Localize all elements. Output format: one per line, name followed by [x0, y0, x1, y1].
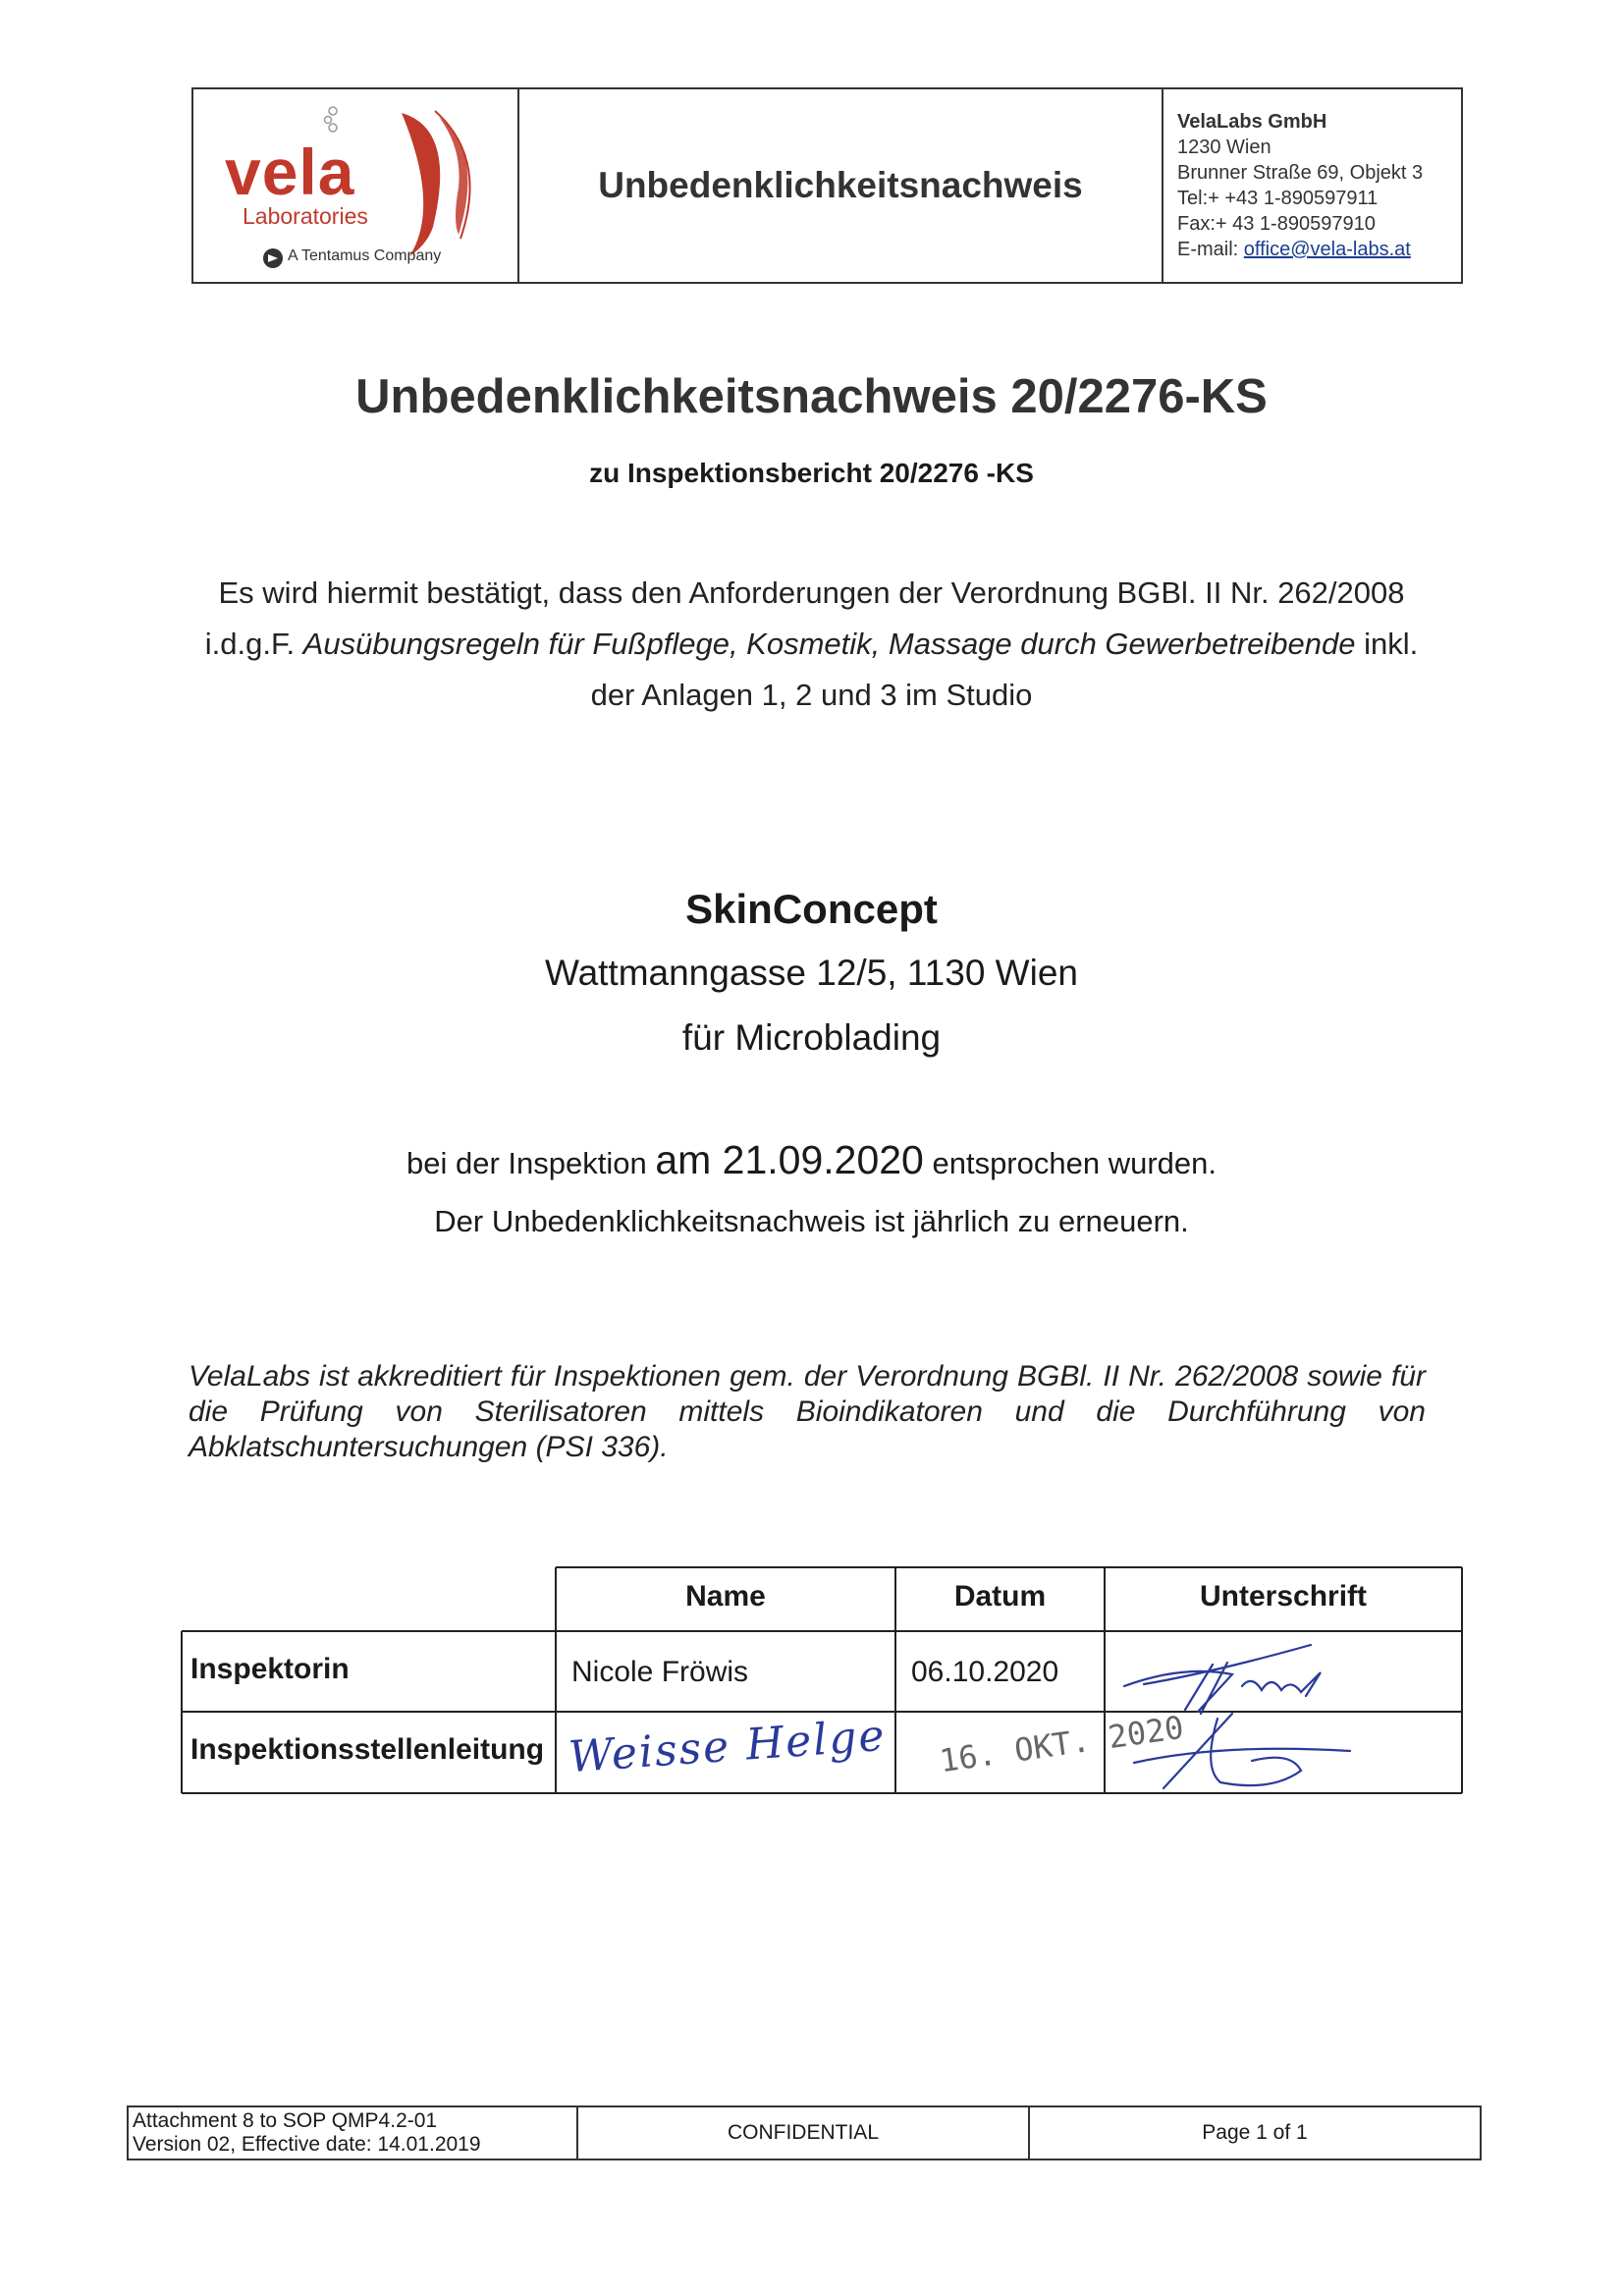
- company-street: Brunner Straße 69, Objekt 3: [1177, 162, 1424, 184]
- lead-handwritten-name: Weisse Helge: [567, 1710, 889, 1783]
- lead-signature-icon: [1134, 1714, 1350, 1788]
- header-signature: Unterschrift: [1199, 1580, 1368, 1613]
- document-footer: [127, 2105, 1482, 2160]
- inspection-statement: [0, 1137, 1623, 1183]
- company-logo: [193, 89, 519, 282]
- confirmation-line-2: [0, 627, 1623, 662]
- company-name: VelaLabs GmbH: [1177, 111, 1327, 133]
- inspection-date: am 21.09.2020: [655, 1137, 924, 1182]
- logo-subtitle: Laboratories: [243, 203, 368, 229]
- line2-suffix: inkl.: [1355, 627, 1419, 661]
- footer-attachment-cell: [129, 2107, 578, 2159]
- role-inspector: Inspektorin: [190, 1653, 350, 1685]
- footer-attachment: Attachment 8 to SOP QMP4.2-01: [133, 2109, 438, 2132]
- page-subtitle: zu Inspektionsbericht 20/2276 -KS: [589, 458, 1034, 488]
- document-header: [191, 87, 1463, 284]
- company-address-block: [1163, 89, 1461, 282]
- signature-table: [181, 1566, 1463, 1794]
- header-doc-title: Unbedenklichkeitsnachweis: [598, 165, 1083, 205]
- company-email-line: [1177, 237, 1461, 262]
- page-title: Unbedenklichkeitsnachweis 20/2276-KS: [355, 370, 1268, 423]
- footer-classification: CONFIDENTIAL: [578, 2107, 1030, 2159]
- header-date: Datum: [953, 1580, 1047, 1613]
- company-city: 1230 Wien: [1177, 137, 1271, 158]
- renewal-note: Der Unbedenklichkeitsnachweis ist jährlich zu erneuern.: [434, 1204, 1189, 1238]
- logo-wordmark: vela: [225, 136, 355, 208]
- regulation-title: Ausübungsregeln für Fußpflege, Kosmetik, Massage durch Gewerbetreibende: [302, 627, 1356, 661]
- studio-purpose: für Microblading: [681, 1017, 942, 1058]
- header-name: Name: [685, 1580, 766, 1613]
- confirmation-line-3: der Anlagen 1, 2 und 3 im Studio: [590, 678, 1033, 712]
- role-inspection-lead: Inspektionsstellenleitung: [190, 1733, 545, 1766]
- signature-strokes: [1105, 1635, 1462, 1792]
- inspection-prefix: bei der Inspektion: [406, 1146, 656, 1180]
- logo-tagline: A Tentamus Company: [288, 247, 442, 264]
- confirmation-line-1: Es wird hiermit bestätigt, dass den Anforderungen der Verordnung BGBl. II Nr. 262/2008: [218, 575, 1405, 610]
- email-label: E-mail:: [1177, 239, 1244, 260]
- inspector-name: Nicole Fröwis: [571, 1656, 749, 1688]
- inspector-date: 06.10.2020: [911, 1656, 1059, 1688]
- inspection-suffix: entsprochen wurden.: [923, 1146, 1217, 1180]
- footer-page-number: Page 1 of 1: [1202, 2121, 1308, 2144]
- footer-version: Version 02, Effective date: 14.01.2019: [133, 2133, 481, 2156]
- line2-prefix: i.d.g.F.: [204, 627, 303, 661]
- studio-address: Wattmanngasse 12/5, 1130 Wien: [545, 953, 1078, 993]
- accreditation-note: VelaLabs ist akkreditiert für Inspektionen gem. der Verordnung BGBl. II Nr. 262/2008 sowie für die Prüfung von Sterilisatoren mittels Bioindikatoren und die Durchführung von Abklatschuntersuchungen (PSI 336).: [189, 1360, 1426, 1463]
- studio-name: SkinConcept: [685, 886, 938, 932]
- lead-date-stamp: 16. OKT. 2020: [937, 1708, 1186, 1780]
- company-tel: Tel:+ +43 1-890597911: [1177, 188, 1379, 209]
- inspector-signature-icon: [1124, 1645, 1321, 1714]
- company-fax: Fax:+ 43 1-890597910: [1177, 213, 1376, 235]
- email-link[interactable]: office@vela-labs.at: [1243, 239, 1411, 260]
- header-title-cell: [519, 89, 1163, 282]
